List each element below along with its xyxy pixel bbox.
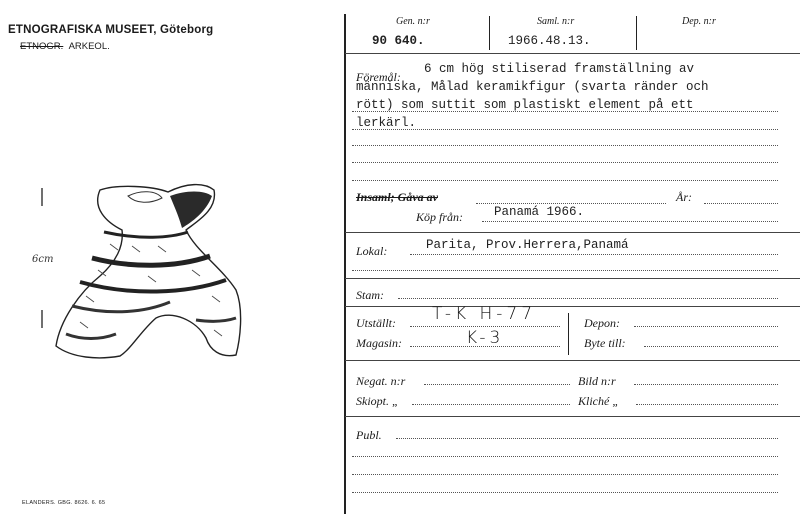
head-detail: [128, 192, 162, 203]
rule-kop: [345, 232, 800, 233]
dotted-line: [398, 298, 778, 299]
shoulder-shading: [170, 192, 212, 229]
saml-label: Saml. n:r: [537, 16, 575, 27]
museum-name: ETNOGRAFISKA MUSEET, Göteborg: [8, 24, 214, 36]
foremal-line-2: människa, Målad keramikfigur (svarta ränder och: [356, 80, 709, 94]
dotted-line: [352, 129, 778, 130]
size-note: 6cm: [32, 254, 54, 265]
dotted-line: [410, 254, 778, 255]
publ-label: Publ.: [356, 428, 382, 442]
header-divider-2: [636, 16, 637, 50]
dotted-line: [352, 111, 778, 112]
figure-outline: [56, 185, 241, 358]
byte-label: Byte till:: [584, 336, 626, 350]
utstallt-label: Utställt:: [356, 316, 397, 330]
foremal-line-3: rött) som suttit som plastiskt element på ett: [356, 98, 694, 112]
header-divider-1: [489, 16, 490, 50]
rule-negat: [345, 416, 800, 417]
dotted-line: [476, 203, 666, 204]
ar-label: År:: [676, 190, 692, 204]
negat-label: Negat. n:r: [356, 374, 406, 388]
utstallt-value: T-K H-77: [432, 304, 537, 324]
dotted-line: [704, 203, 778, 204]
dotted-line: [634, 326, 778, 327]
dotted-line: [352, 162, 778, 163]
kop-label: Köp från:: [416, 210, 464, 224]
lokal-label: Lokal:: [356, 244, 388, 258]
dotted-line: [644, 346, 778, 347]
magasin-label: Magasin:: [356, 336, 402, 350]
department-arkeol: ARKEOL.: [68, 41, 110, 52]
band-6: [196, 318, 236, 321]
band-5: [66, 334, 116, 339]
dotted-line: [352, 270, 778, 271]
dotted-line: [352, 492, 778, 493]
dotted-line: [634, 384, 778, 385]
dotted-line: [352, 180, 778, 181]
rule-magasin: [345, 360, 800, 361]
stam-label: Stam:: [356, 288, 384, 302]
utstallt-divider: [568, 313, 569, 355]
card-left-border: [344, 14, 346, 514]
skiopt-label: Skiopt. „: [356, 394, 399, 408]
band-1: [104, 232, 188, 237]
band-2: [92, 256, 210, 265]
depon-label: Depon:: [584, 316, 620, 330]
rule-stam: [345, 306, 800, 307]
magasin-value: K-3: [466, 328, 505, 348]
dotted-line: [352, 474, 778, 475]
dep-label: Dep. n:r: [682, 16, 716, 27]
foremal-line-1: 6 cm hög stiliserad framställning av: [424, 62, 695, 76]
dotted-line: [424, 384, 570, 385]
dotted-line: [412, 404, 570, 405]
foremal-line-4: lerkärl.: [356, 116, 417, 130]
lokal-value: Parita, Prov.Herrera,Panamá: [426, 238, 629, 252]
printer-imprint: ELANDERS. GBG. 8626. 6. 65: [22, 500, 106, 506]
rule-lokal: [345, 278, 800, 279]
bild-label: Bild n:r: [578, 374, 616, 388]
saml-value: 1966.48.13.: [508, 34, 591, 48]
dotted-line: [352, 456, 778, 457]
dotted-line: [410, 326, 560, 327]
gen-label: Gen. n:r: [396, 16, 430, 27]
dotted-line: [396, 438, 778, 439]
dotted-line: [410, 346, 560, 347]
band-4: [72, 302, 170, 312]
dotted-line: [482, 221, 778, 222]
gen-value: 90 640.: [372, 34, 425, 48]
band-3: [80, 280, 226, 292]
department-struck: ETNOGR.: [20, 41, 64, 52]
foremal-label: Föremål:: [356, 70, 401, 84]
kop-value: Panamá 1966.: [494, 205, 585, 219]
dotted-line: [636, 404, 778, 405]
header-rule: [345, 53, 800, 54]
insamlare-label: Insaml; Gåva av: [356, 190, 438, 204]
dotted-line: [352, 145, 778, 146]
kliche-label: Kliché „: [578, 394, 619, 408]
